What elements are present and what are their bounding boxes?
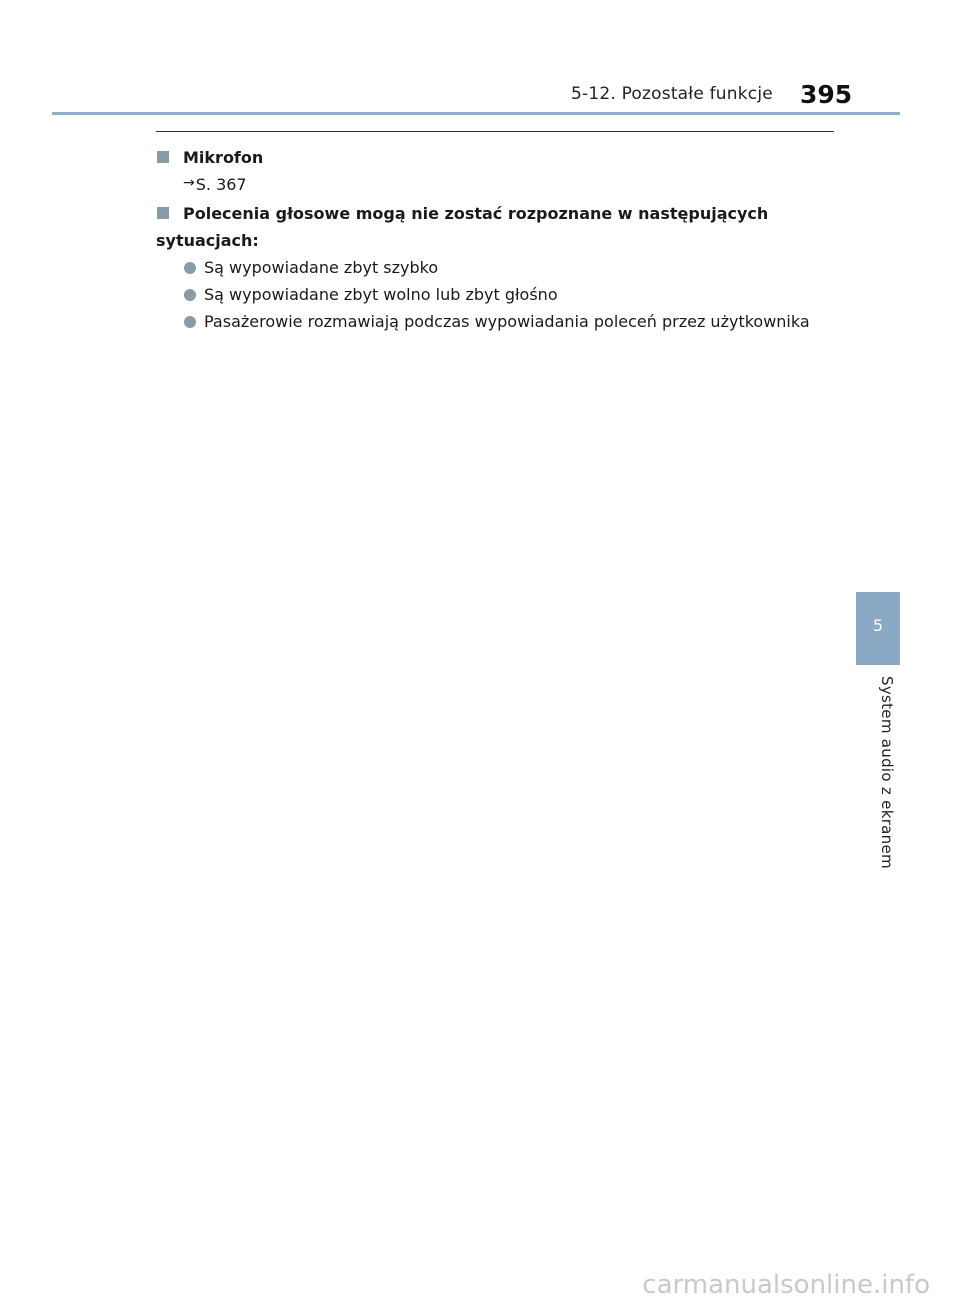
content-rule [156, 131, 834, 132]
voice-commands-heading: Polecenia głosowe mogą nie zostać rozpoznane w następujących sytuacjach: [156, 204, 769, 250]
chapter-label: System audio z ekranem [878, 676, 896, 869]
section-title: 5-12. Pozostałe funkcje [571, 84, 773, 104]
content-body [156, 144, 846, 335]
watermark: carmanualsonline.info [642, 1270, 930, 1300]
arrow-right-icon: → [183, 175, 195, 191]
microphone-heading: Mikrofon [183, 148, 264, 167]
page-reference-link[interactable] [183, 171, 247, 200]
list-item-text: Są wypowiadane zbyt szybko [204, 258, 439, 277]
square-bullet-icon [157, 151, 169, 163]
square-bullet-icon [157, 207, 169, 219]
page-reference-text: S. 367 [195, 175, 247, 194]
circle-bullet-icon [184, 289, 196, 301]
list-item-text: Pasażerowie rozmawiają podczas wypowiadania poleceń przez użytkownika [204, 312, 810, 331]
header-rule [52, 112, 900, 115]
list-item [183, 281, 846, 308]
list-item [183, 308, 846, 335]
microphone-reference [156, 171, 846, 200]
chapter-tab[interactable] [856, 592, 900, 665]
microphone-section [156, 144, 846, 171]
chapter-number: 5 [872, 616, 884, 635]
list-item [183, 254, 846, 281]
voice-commands-section [156, 200, 846, 254]
list-item-text: Są wypowiadane zbyt wolno lub zbyt głośno [204, 285, 558, 304]
page-number: 395 [800, 80, 853, 109]
circle-bullet-icon [184, 262, 196, 274]
circle-bullet-icon [184, 316, 196, 328]
